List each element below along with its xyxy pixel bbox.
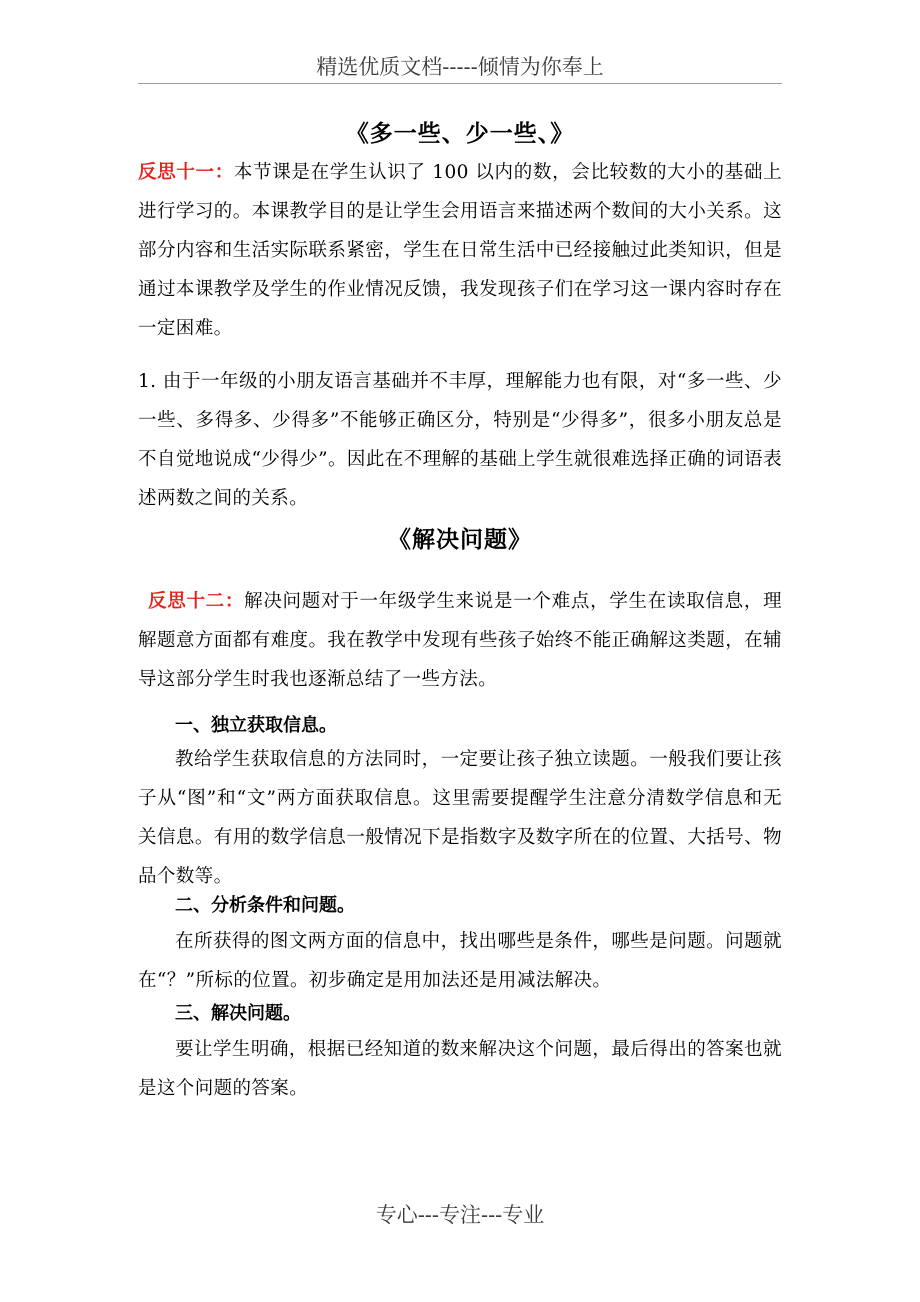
reflection-tag-12: 反思十二： [148, 591, 245, 612]
step-body-1: 教给学生获取信息的方法同时，一定要让孩子独立读题。一般我们要让孩子从“图”和“文”两方面获取信息。这里需要提醒学生注意分清数学信息和无关信息。有用的数学信息一般情况下是指数字及数字所在的位置、大括号、物品个数等。 [138, 749, 782, 887]
header-divider [138, 83, 782, 84]
section-title-1: 《多一些、少一些、》 [345, 120, 575, 147]
reflection-text-11: 本节课是在学生认识了 100 以内的数，会比较数的大小的基础上进行学习的。本课教学目的是让学生会用语言来描述两个数间的大小关系。这部分内容和生活实际联系紧密，学生在日常生活中已经接触过此类知识，但是通过本课教学及学生的作业情况反馈，我发现孩子们在学习这一课内容时存在一定困难。 [138, 162, 782, 339]
reflection-tag-11: 反思十一： [138, 162, 234, 183]
page-footer: 专心---专注---专业 [375, 1203, 545, 1227]
section-title-2: 《解决问题》 [388, 526, 532, 553]
step-heading-2: 二、分析条件和问题。 [175, 895, 355, 916]
reflection-text-12: 解决问题对于一年级学生来说是一个难点，学生在读取信息，理解题意方面都有难度。我在教学中发现有些孩子始终不能正确解这类题，在辅导这部分学生时我也逐渐总结了一些方法。 [138, 591, 782, 690]
step-heading-3: 三、解决问题。 [175, 1003, 301, 1024]
reflection-paragraph-12 [138, 582, 782, 699]
step-body-3: 要让学生明确，根据已经知道的数来解决这个问题，最后得出的答案也就是这个问题的答案。 [138, 1039, 782, 1099]
point-1-paragraph: 1. 由于一年级的小朋友语言基础并不丰厚，理解能力也有限，对“多一些、少一些、多得多、少得多”不能够正确区分，特别是“少得多”，很多小朋友总是不自觉地说成“少得少”。因此在不理解的基础上学生就很难选择正确的词语表述两数之间的关系。 [138, 371, 782, 509]
step-body-2: 在所获得的图文两方面的信息中，找出哪些是条件，哪些是问题。问题就在“？”所标的位置。初步确定是用加法还是用减法解决。 [138, 931, 782, 991]
step-heading-1: 一、独立获取信息。 [175, 715, 337, 736]
page-header: 精选优质文档-----倾情为你奉上 [316, 55, 604, 79]
reflection-paragraph-11 [138, 153, 782, 348]
